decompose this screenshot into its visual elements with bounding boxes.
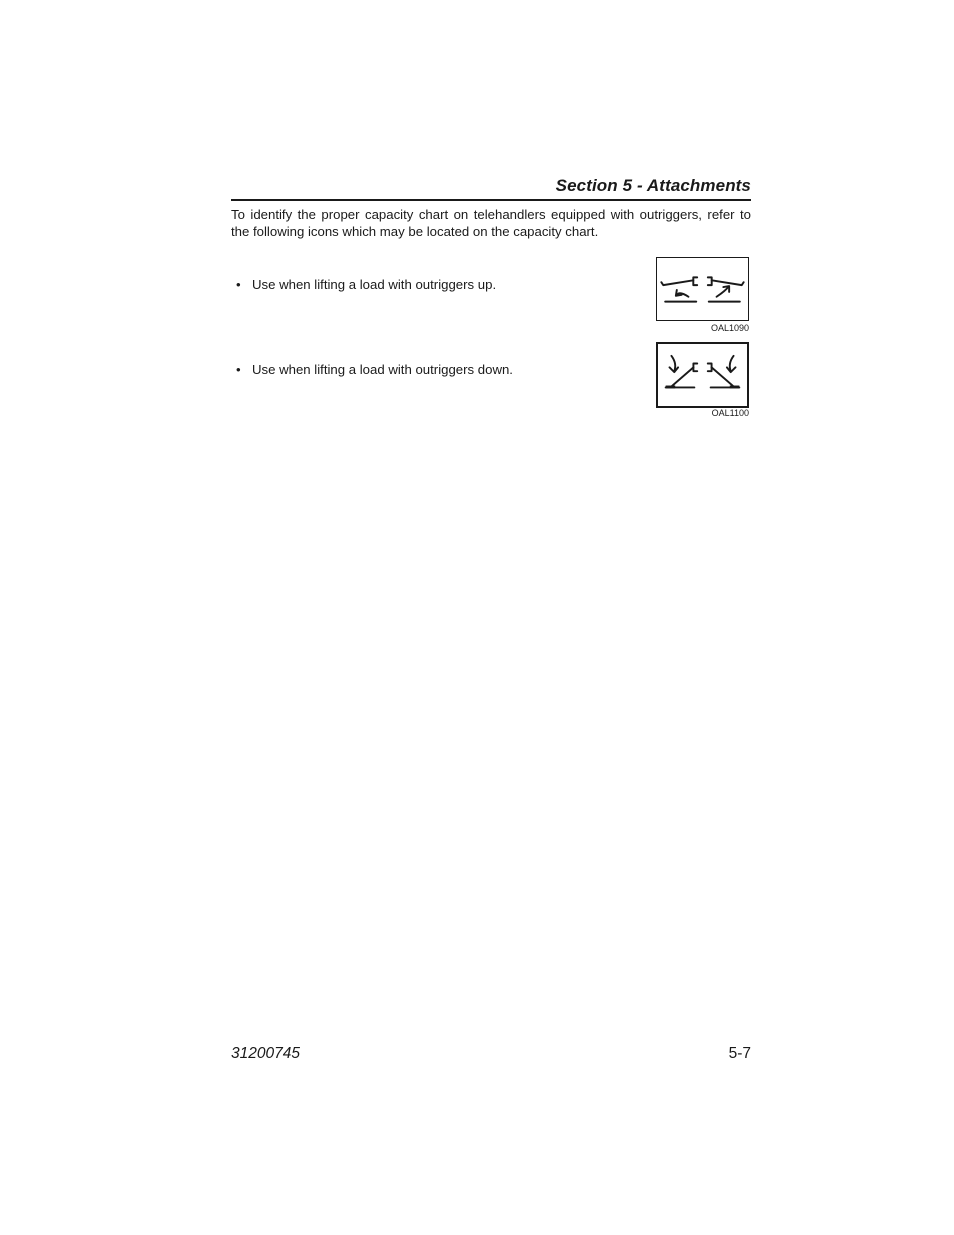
list-item-outriggers-up [236, 276, 496, 293]
list-item-outriggers-down [236, 361, 513, 378]
figure-code: OAL1090 [710, 323, 749, 333]
figure-code: OAL1100 [711, 408, 749, 418]
section-title: Section 5 - Attachments [555, 176, 751, 195]
title-rule [231, 199, 751, 201]
intro-paragraph: To identify the proper capacity chart on telehandlers equipped with outriggers, refer to the following icons which may be located on the capacity chart. [231, 207, 751, 239]
outriggers-up-icon [656, 257, 749, 321]
outriggers-down-icon [656, 342, 749, 408]
bullet-marker: • [236, 277, 241, 292]
list-item-text: Use when lifting a load with outriggers up. [252, 277, 497, 292]
list-item-text: Use when lifting a load with outriggers down. [252, 362, 513, 377]
page-number: 5-7 [728, 1045, 751, 1062]
bullet-marker: • [236, 362, 241, 377]
document-number: 31200745 [231, 1045, 300, 1062]
